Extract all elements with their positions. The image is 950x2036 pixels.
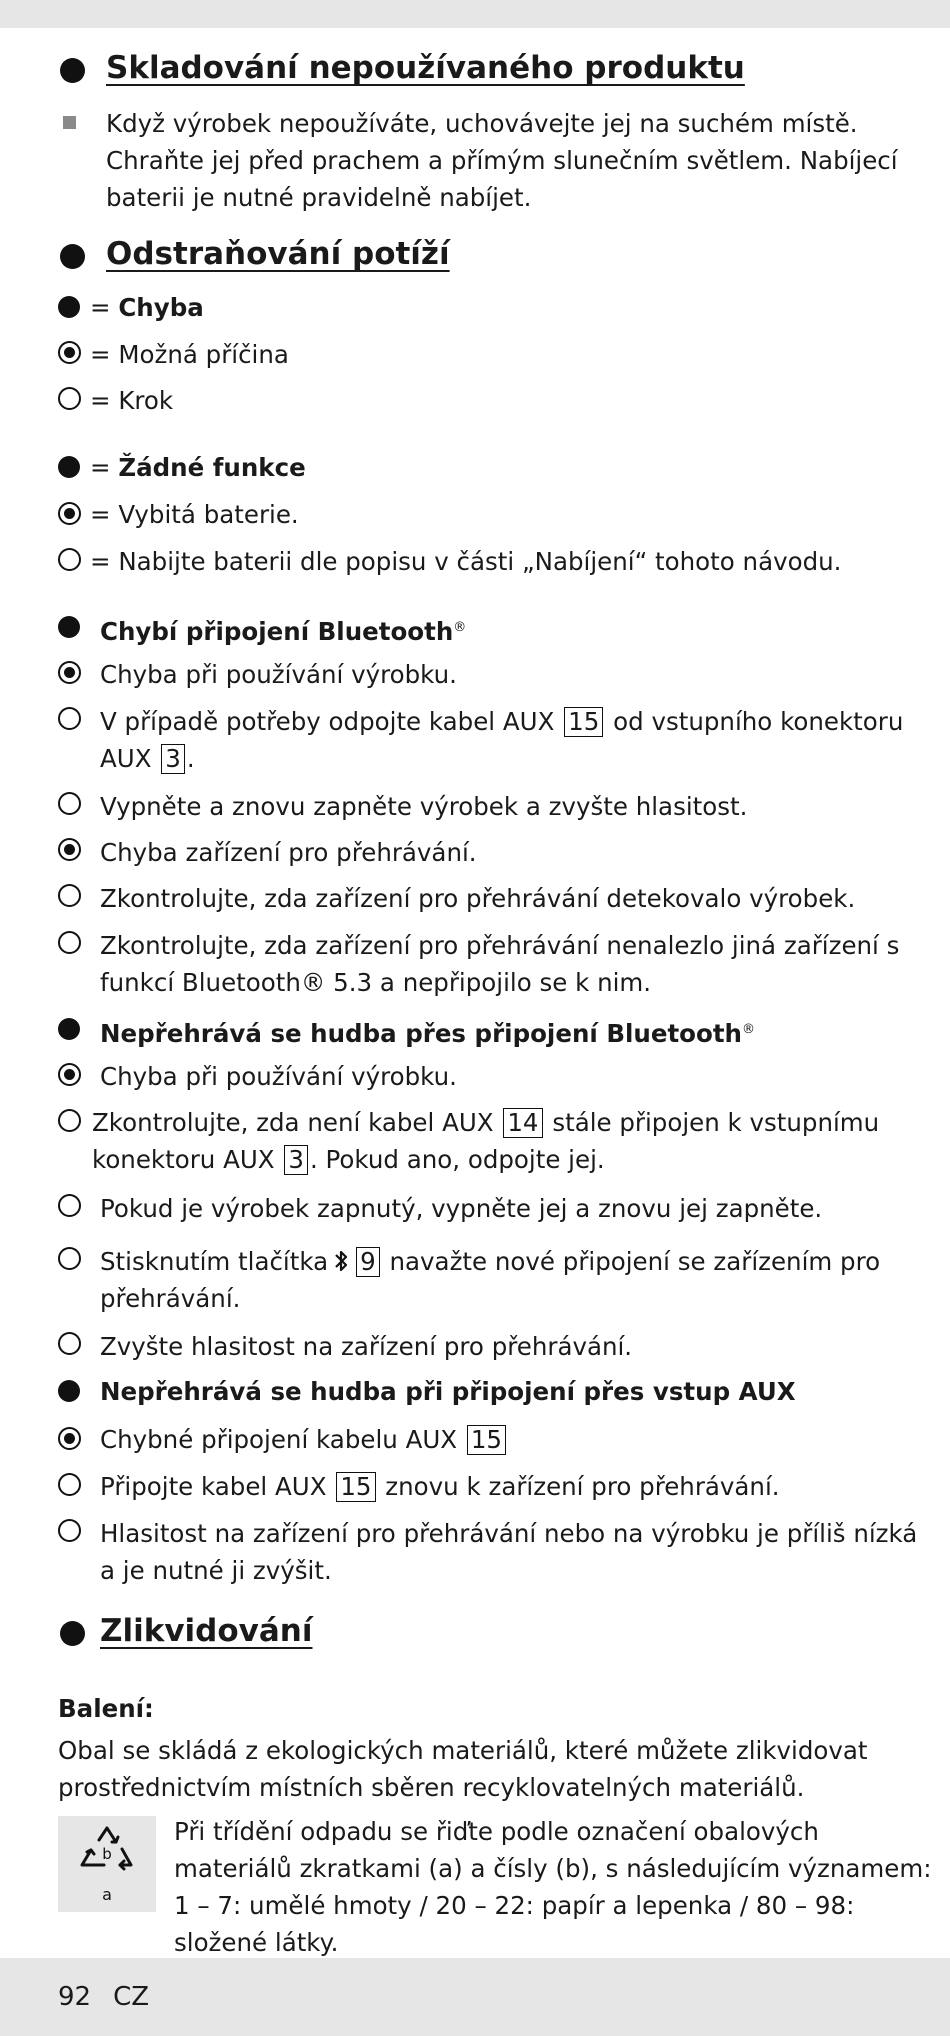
page-footer: [0, 1958, 950, 2036]
step-ring-icon: [58, 1109, 81, 1132]
bt-no-music-cause: Chyba při používání výrobku.: [100, 1062, 457, 1091]
aux-no-music-cause: Chybné připojení kabelu AUX 15: [100, 1421, 508, 1458]
step-ring-icon: [58, 792, 81, 815]
section-bullet: [60, 244, 85, 269]
cause-ring-dot-icon: [58, 502, 81, 525]
language-code: CZ: [113, 1982, 150, 2012]
step-ring-icon: [58, 1332, 81, 1355]
storage-line-3: baterii je nutné pravidelně nabíjet.: [106, 183, 532, 212]
error-dot-icon: [58, 616, 80, 638]
no-function-step: = Nabijte baterii dle popisu v části „Nabíjení“ tohoto návodu.: [90, 547, 842, 576]
aux-no-music-title: Nepřehrává se hudba při připojení přes vstup AUX: [100, 1377, 796, 1406]
packaging-label: Balení:: [58, 1694, 154, 1723]
no-function-cause: = Vybitá baterie.: [90, 500, 299, 529]
sorting-line-1: Při třídění odpadu se řiďte podle označení obalových: [174, 1817, 819, 1846]
top-margin-bar: [0, 0, 950, 28]
cause-ring-dot-icon: [58, 661, 81, 684]
cause-ring-dot-icon: [58, 1063, 81, 1086]
bt-no-music-step-4: Zvyšte hlasitost na zařízení pro přehrávání.: [100, 1332, 633, 1361]
sorting-line-4: složené látky.: [174, 1928, 339, 1957]
step-ring-icon: [58, 1194, 81, 1217]
bt-no-music-step-3: Stisknutím tlačítka 9 navažte nové připojení se zařízením pro: [100, 1247, 881, 1276]
step-ring-icon: [58, 1247, 81, 1270]
aux-no-music-step-2-cont: a je nutné ji zvýšit.: [100, 1556, 332, 1585]
step-ring-icon: [58, 931, 81, 954]
bt-missing-cause-2: Chyba zařízení pro přehrávání.: [100, 838, 477, 867]
section-bullet: [60, 1621, 85, 1646]
bt-missing-cause-1: Chyba při používání výrobku.: [100, 660, 457, 689]
recycle-icon: [58, 1816, 156, 1912]
step-ring-icon: [58, 1473, 81, 1496]
bt-no-music-step-2: Pokud je výrobek zapnutý, vypněte jej a znovu jej zapněte.: [100, 1194, 823, 1223]
storage-line-1: Když výrobek nepoužíváte, uchovávejte jej na suchém místě.: [106, 109, 858, 138]
troubleshooting-title: Odstraňování potíží: [106, 236, 450, 272]
cause-ring-dot-icon: [58, 1427, 81, 1450]
cause-ring-dot-icon: [58, 341, 81, 364]
bt-no-music-title: Nepřehrává se hudba přes připojení Bluetooth®: [100, 1019, 755, 1049]
legend-step: = Krok: [90, 386, 174, 415]
storage-line-2: Chraňte jej před prachem a přímým slunečním světlem. Nabíjecí: [106, 146, 898, 175]
no-function-title: = Žádné funkce: [90, 453, 306, 482]
bt-missing-step-1-cont: AUX 3 .: [100, 744, 195, 773]
legend-cause: = Možná příčina: [90, 340, 289, 369]
error-dot-icon: [58, 1380, 80, 1402]
step-ring-icon: [58, 707, 81, 730]
section-bullet: [60, 58, 85, 83]
step-ring-icon: [58, 548, 81, 571]
legend-error: = Chyba: [90, 293, 204, 322]
sorting-line-2: materiálů zkratkami (a) a čísly (b), s následujícím významem:: [174, 1854, 932, 1883]
bt-missing-step-2: Vypněte a znovu zapněte výrobek a zvyšte hlasitost.: [100, 792, 748, 821]
bt-missing-step-4-cont: funkcí Bluetooth® 5.3 a nepřipojilo se k nim.: [100, 968, 652, 997]
packaging-line-1: Obal se skládá z ekologických materiálů, které můžete zlikvidovat: [58, 1736, 868, 1765]
bluetooth-icon: [332, 1248, 350, 1274]
recycle-b-label: b: [102, 1845, 112, 1863]
cause-ring-dot-icon: [58, 838, 81, 861]
recycling-symbol: [58, 1816, 156, 1912]
square-bullet: [63, 116, 76, 129]
bt-missing-step-3: Zkontrolujte, zda zařízení pro přehrávání detekovalo výrobek.: [100, 884, 856, 913]
page-number: 92: [58, 1982, 92, 2012]
bt-no-music-step-1: Zkontrolujte, zda není kabel AUX 14 stále připojen k vstupnímu: [92, 1108, 880, 1137]
bt-missing-step-4: Zkontrolujte, zda zařízení pro přehrávání nenalezlo jiná zařízení s: [100, 931, 900, 960]
step-ring-icon: [58, 387, 81, 410]
bt-no-music-step-3-cont: přehrávání.: [100, 1284, 241, 1313]
error-dot-icon: [58, 456, 80, 478]
aux-no-music-step-1: Připojte kabel AUX 15 znovu k zařízení pro přehrávání.: [100, 1472, 780, 1501]
step-ring-icon: [58, 1519, 81, 1542]
packaging-line-2: prostřednictvím místních sběren recyklovatelných materiálů.: [58, 1773, 805, 1802]
error-dot-icon: [58, 296, 80, 318]
page-info: [58, 1982, 171, 2012]
aux-no-music-step-2: Hlasitost na zařízení pro přehrávání nebo na výrobku je příliš nízká: [100, 1519, 918, 1548]
recycle-a-label: a: [102, 1885, 112, 1904]
disposal-title: Zlikvidování: [100, 1613, 313, 1649]
bt-missing-step-1: V případě potřeby odpojte kabel AUX 15 od vstupního konektoru: [100, 707, 904, 736]
step-ring-icon: [58, 884, 81, 907]
bt-no-music-step-1-cont: konektoru AUX 3 . Pokud ano, odpojte jej.: [92, 1145, 605, 1174]
sorting-line-3: 1 – 7: umělé hmoty / 20 – 22: papír a lepenka / 80 – 98:: [174, 1891, 855, 1920]
bt-missing-title: Chybí připojení Bluetooth®: [100, 617, 467, 647]
error-dot-icon: [58, 1018, 80, 1040]
storage-title: Skladování nepoužívaného produktu: [106, 50, 745, 86]
